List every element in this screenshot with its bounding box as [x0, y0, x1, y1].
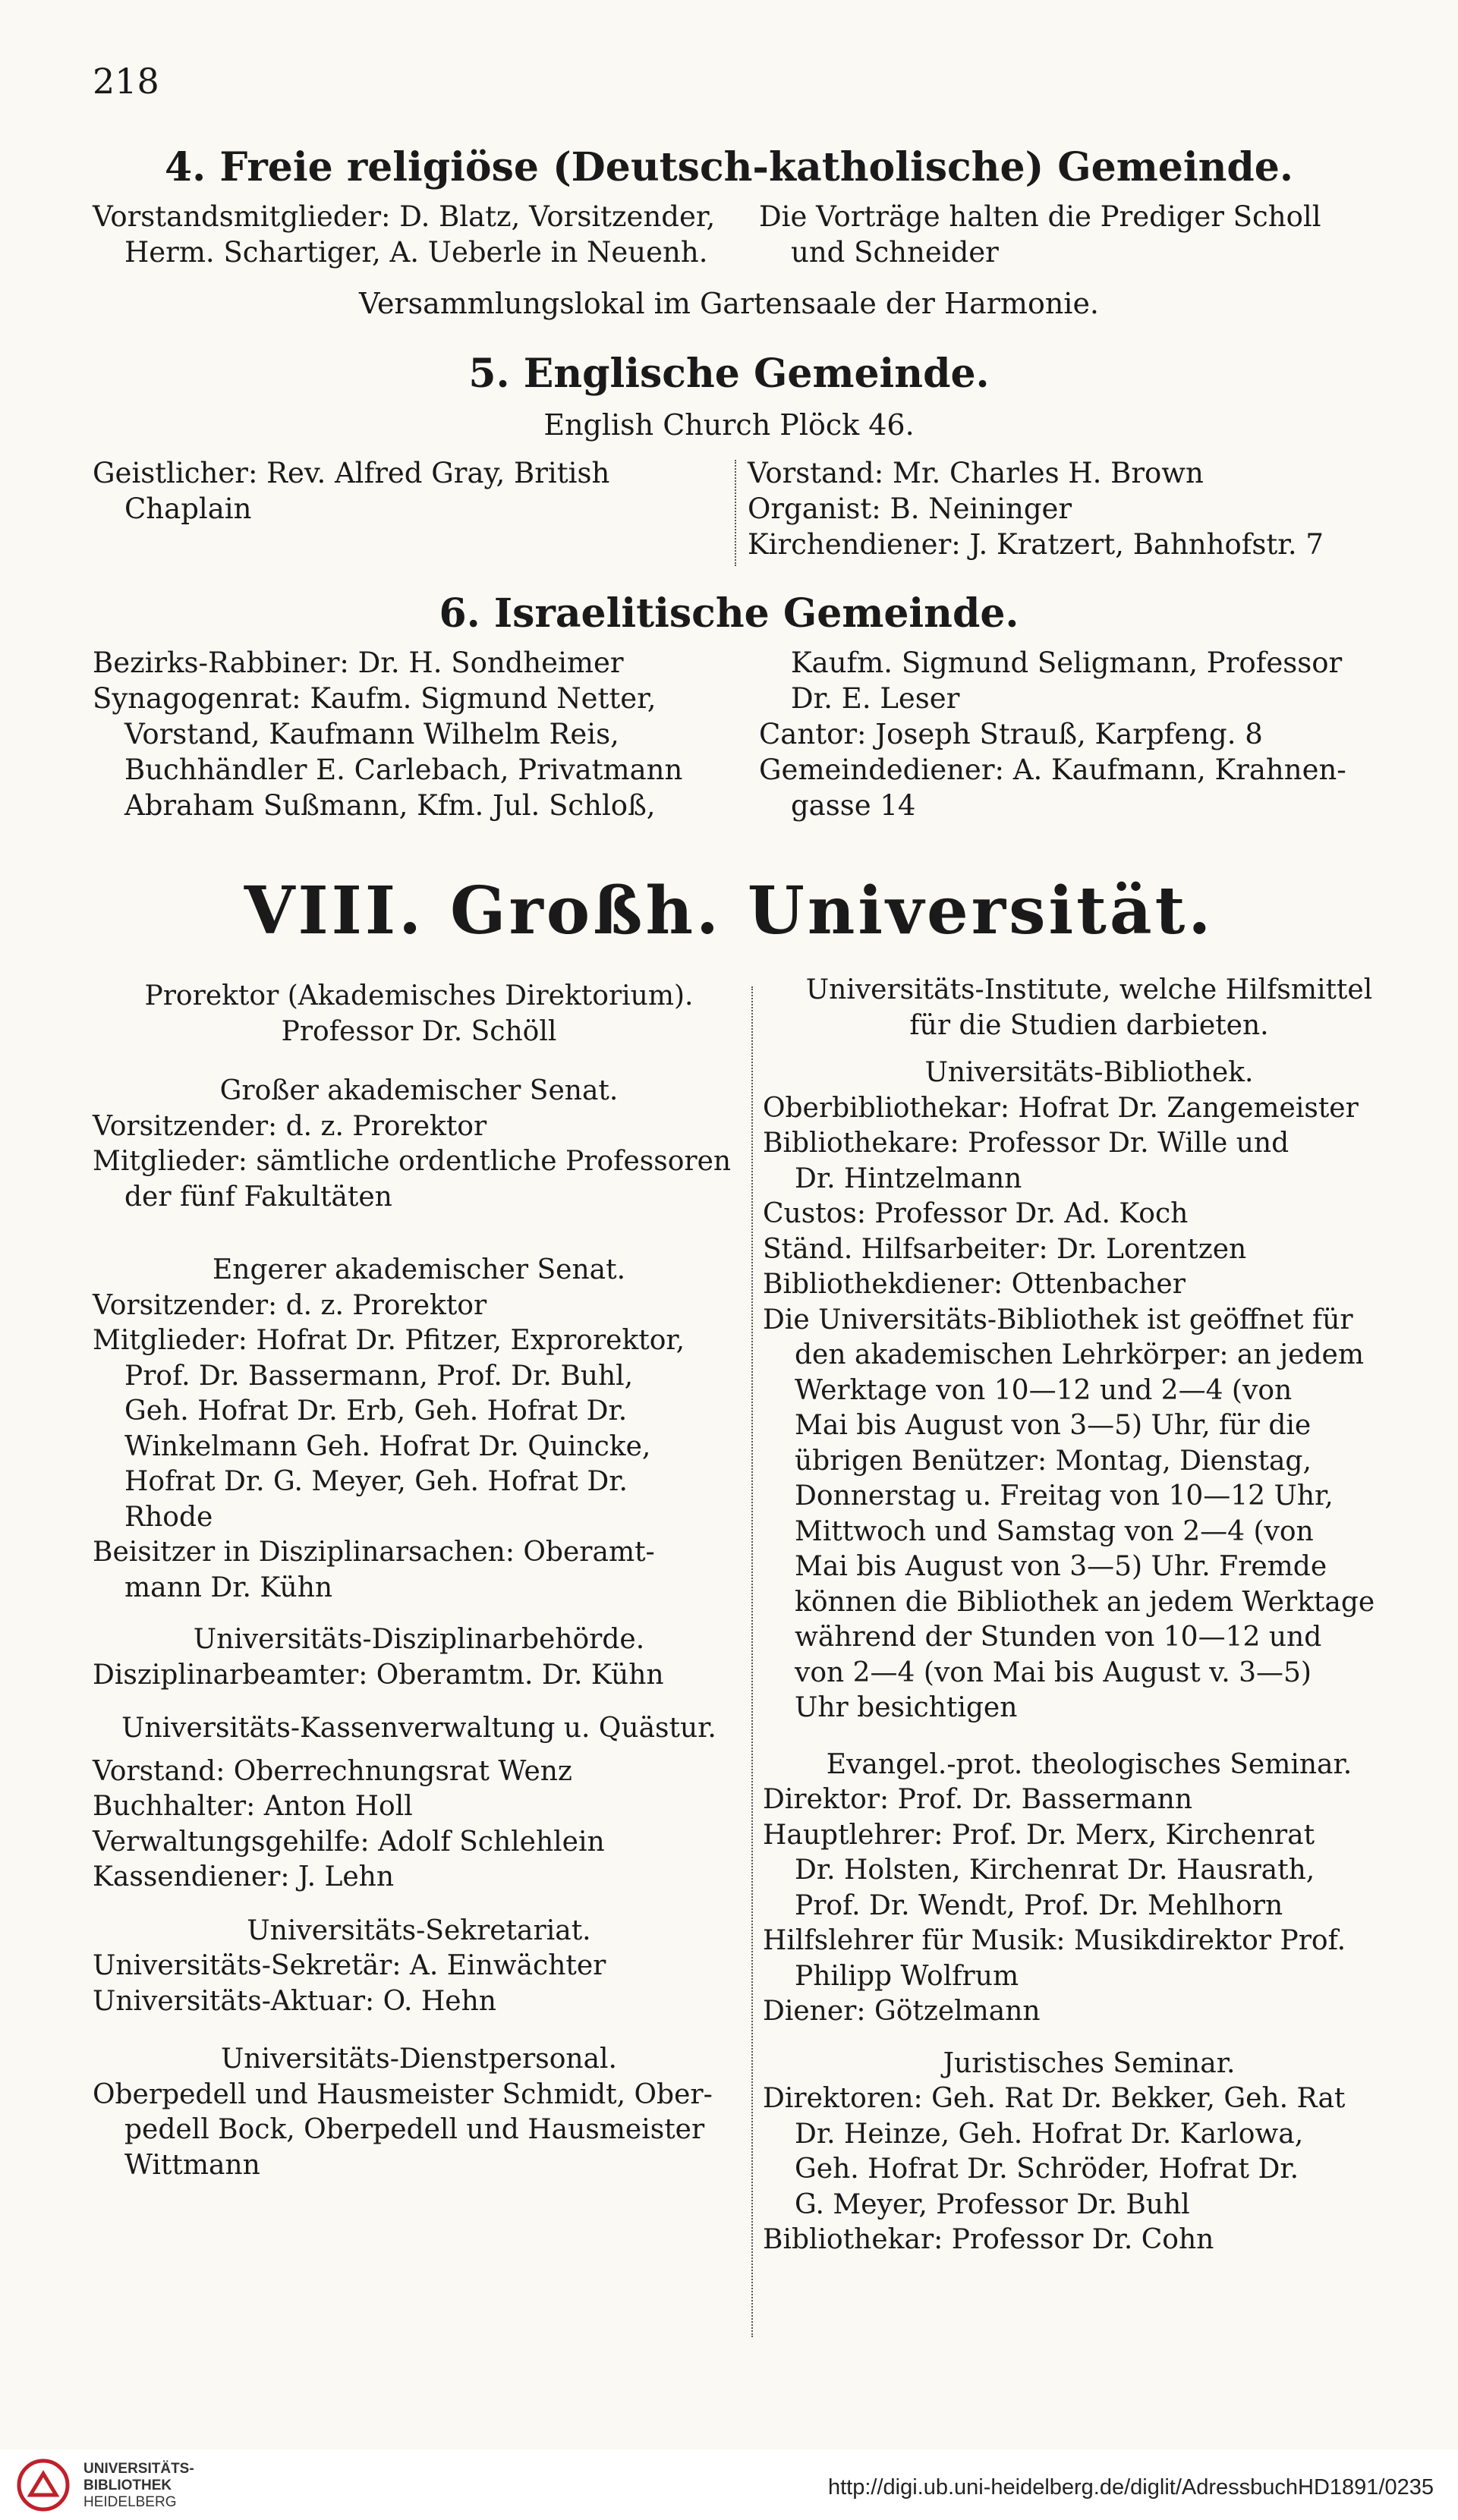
dienstpersonal-line: Oberpedell und Hausmeister Schmidt, Ober- — [93, 2078, 713, 2110]
s4-right-line: Die Vorträge halten die Prediger Scholl — [759, 200, 1321, 233]
s5-left-line: Chaplain — [124, 492, 252, 525]
theologisches-seminar-line: Direktor: Prof. Dr. Bassermann — [763, 1784, 1193, 1815]
juristisches-seminar-line: G. Meyer, Professor Dr. Buhl — [795, 2188, 1190, 2220]
s6-left-line: Buchhändler E. Carlebach, Privatmann — [124, 753, 683, 786]
engerer-senat-line: Rhode — [124, 1501, 213, 1533]
bibliothek-line: Mai bis August von 3—5) Uhr, für die — [795, 1410, 1312, 1441]
institute-heading: Universitäts-Institute, welche Hilfsmittel — [805, 974, 1373, 1005]
kasse-line: Verwaltungsgehilfe: Adolf Schlehlein — [93, 1826, 605, 1858]
bibliothek-line: Oberbibliothekar: Hofrat Dr. Zangemeister — [763, 1092, 1359, 1124]
theologisches-seminar-line: Philipp Wolfrum — [795, 1960, 1019, 1992]
s4-venue: Versammlungslokal im Gartensaale der Harmonie. — [358, 287, 1100, 320]
s6-right-line: gasse 14 — [791, 789, 916, 822]
bibliothek-line: Custos: Professor Dr. Ad. Koch — [763, 1198, 1189, 1229]
engerer-senat-line: Geh. Hofrat Dr. Erb, Geh. Hofrat Dr. — [124, 1395, 628, 1427]
kasse-line: Kassendiener: J. Lehn — [93, 1861, 395, 1892]
s5-church: English Church Plöck 46. — [543, 408, 915, 442]
theologisches-seminar-line: Hauptlehrer: Prof. Dr. Merx, Kirchenrat — [763, 1819, 1315, 1851]
chapter-viii-title: VIII. Großh. Universität. — [244, 873, 1214, 949]
column-divider — [735, 460, 736, 566]
library-logo-text — [83, 2461, 194, 2511]
section-4-title: 4. Freie religiöse (Deutsch-katholische) Gemeinde. — [165, 144, 1293, 190]
prorektor-heading: Prorektor (Akademisches Direktorium). — [144, 980, 694, 1011]
engerer-senat-line: Winkelmann Geh. Hofrat Dr. Quincke, — [124, 1430, 651, 1462]
s5-right-line: Organist: B. Neininger — [748, 492, 1072, 525]
s6-left-line: Bezirks-Rabbiner: Dr. H. Sondheimer — [93, 647, 624, 679]
bibliothek-line: Mittwoch und Samstag von 2—4 (von — [795, 1515, 1314, 1547]
disziplinar-line: Disziplinarbeamter: Oberamtm. Dr. Kühn — [93, 1659, 664, 1691]
engerer-senat-line: mann Dr. Kühn — [124, 1571, 333, 1603]
theologisches-seminar-line: Dr. Holsten, Kirchenrat Dr. Hausrath, — [795, 1855, 1315, 1886]
bibliothek-line: Bibliothekare: Professor Dr. Wille und — [763, 1128, 1290, 1159]
section-5-title: 5. Englische Gemeinde. — [468, 351, 990, 397]
s6-right-line: Kaufm. Sigmund Seligmann, Professor — [791, 647, 1343, 679]
bibliothek-line: Dr. Hintzelmann — [795, 1162, 1022, 1194]
engerer-senat-line: Hofrat Dr. G. Meyer, Geh. Hofrat Dr. — [124, 1466, 628, 1497]
theologisches-seminar-line: Hilfslehrer für Musik: Musikdirektor Prof. — [763, 1925, 1346, 1956]
bibliothek-line: Die Universitäts-Bibliothek ist geöffnet für — [763, 1304, 1353, 1336]
bibliothek-line: können die Bibliothek an jedem Werktage — [795, 1586, 1375, 1618]
s4-left-line: Vorstandsmitglieder: D. Blatz, Vorsitzender, — [93, 200, 716, 233]
juristisches-seminar-line: Dr. Heinze, Geh. Hofrat Dr. Karlowa, — [795, 2118, 1304, 2150]
theologisches-seminar-line: Diener: Götzelmann — [763, 1996, 1041, 2027]
kasse-heading: Universitäts-Kassenverwaltung u. Quästur. — [121, 1713, 716, 1744]
column-divider — [751, 986, 753, 2337]
institute-heading: für die Studien darbieten. — [909, 1009, 1269, 1041]
library-logo-icon — [17, 2459, 70, 2512]
disziplinar-heading: Universitäts-Disziplinarbehörde. — [193, 1624, 645, 1655]
bibliothek-line: Uhr besichtigen — [795, 1692, 1018, 1723]
s4-right-line: und Schneider — [791, 236, 999, 269]
theologisches-seminar-heading: Evangel.-prot. theologisches Seminar. — [826, 1748, 1353, 1780]
s6-left-line: Abraham Sußmann, Kfm. Jul. Schloß, — [124, 789, 656, 822]
s6-right-line: Cantor: Joseph Strauß, Karpfeng. 8 — [759, 718, 1263, 750]
section-6-title: 6. Israelitische Gemeinde. — [439, 590, 1019, 637]
university-right-column — [763, 973, 1415, 2258]
bibliothek-line: Bibliothekdiener: Ottenbacher — [763, 1269, 1186, 1300]
juristisches-seminar-line: Geh. Hofrat Dr. Schröder, Hofrat Dr. — [795, 2153, 1299, 2185]
grosser-senat-heading: Großer akademischer Senat. — [219, 1075, 619, 1106]
sekretariat-line: Universitäts-Sekretär: A. Einwächter — [93, 1950, 606, 1981]
engerer-senat-line: Vorsitzender: d. z. Prorektor — [93, 1289, 487, 1321]
dienstpersonal-line: Wittmann — [124, 2149, 260, 2181]
juristisches-seminar-heading: Juristisches Seminar. — [943, 2047, 1236, 2079]
kasse-line: Buchhalter: Anton Holl — [93, 1791, 413, 1822]
s4-left-line: Herm. Schartiger, A. Ueberle in Neuenh. — [124, 236, 708, 269]
bibliothek-line: übrigen Benützer: Montag, Dienstag, — [795, 1445, 1312, 1477]
sekretariat-line: Universitäts-Aktuar: O. Hehn — [93, 1985, 496, 2017]
kasse-line: Vorstand: Oberrechnungsrat Wenz — [93, 1755, 572, 1787]
university-left-column — [93, 979, 745, 2183]
grosser-senat-line: der fünf Fakultäten — [124, 1181, 392, 1213]
engerer-senat-line: Beisitzer in Disziplinarsachen: Oberamt- — [93, 1537, 655, 1568]
s4-left — [93, 199, 745, 270]
bibliothek-line: Werktage von 10—12 und 2—4 (von — [795, 1374, 1293, 1406]
s6-left — [93, 645, 745, 823]
bibliothek-line: von 2—4 (von Mai bis August v. 3—5) — [795, 1656, 1312, 1688]
s6-left-line: Synagogenrat: Kaufm. Sigmund Netter, — [93, 682, 657, 715]
s5-right — [748, 455, 1400, 562]
bibliothek-line: Mai bis August von 3—5) Uhr. Fremde — [795, 1551, 1327, 1582]
engerer-senat-heading: Engerer akademischer Senat. — [212, 1254, 626, 1285]
logo-line: UNIVERSITÄTS- — [83, 2461, 194, 2477]
s6-right-line: Gemeindediener: A. Kaufmann, Krahnen- — [759, 753, 1346, 786]
bibliothek-line: Donnerstag u. Freitag von 10—12 Uhr, — [795, 1480, 1334, 1512]
source-url-link[interactable]: http://digi.ub.uni-heidelberg.de/diglit/AdressbuchHD1891/0235 — [827, 2475, 1434, 2500]
theologisches-seminar-line: Prof. Dr. Wendt, Prof. Dr. Mehlhorn — [795, 1889, 1283, 1921]
page-number: 218 — [93, 61, 159, 102]
s6-right — [759, 645, 1412, 823]
engerer-senat-line: Mitglieder: Hofrat Dr. Pfitzer, Exprorektor, — [93, 1325, 685, 1356]
logo-line: BIBLIOTHEK — [83, 2478, 172, 2493]
bibliothek-heading: Universitäts-Bibliothek. — [924, 1057, 1254, 1088]
engerer-senat-line: Prof. Dr. Bassermann, Prof. Dr. Buhl, — [124, 1360, 634, 1392]
s5-right-line: Kirchendiener: J. Kratzert, Bahnhofstr. 7 — [748, 528, 1324, 561]
grosser-senat-line: Mitglieder: sämtliche ordentliche Professoren — [93, 1146, 732, 1177]
sekretariat-heading: Universitäts-Sekretariat. — [247, 1914, 591, 1946]
grosser-senat-line: Vorsitzender: d. z. Prorektor — [93, 1110, 487, 1142]
bibliothek-line: Ständ. Hilfsarbeiter: Dr. Lorentzen — [763, 1233, 1247, 1265]
s5-left — [93, 455, 723, 527]
bibliothek-line: den akademischen Lehrkörper: an jedem — [795, 1339, 1364, 1370]
juristisches-seminar-line: Direktoren: Geh. Rat Dr. Bekker, Geh. Rat — [763, 2083, 1346, 2114]
logo-line: HEIDELBERG — [83, 2494, 177, 2510]
prorektor-name: Professor Dr. Schöll — [281, 1015, 557, 1047]
s4-right — [759, 199, 1381, 270]
s5-right-line: Vorstand: Mr. Charles H. Brown — [748, 457, 1204, 489]
s5-left-line: Geistlicher: Rev. Alfred Gray, British — [93, 457, 610, 489]
s6-left-line: Vorstand, Kaufmann Wilhelm Reis, — [124, 718, 619, 750]
dienstpersonal-line: pedell Bock, Oberpedell und Hausmeister — [124, 2114, 705, 2145]
s6-right-line: Dr. E. Leser — [791, 682, 960, 715]
dienstpersonal-heading: Universitäts-Dienstpersonal. — [220, 2043, 618, 2075]
bibliothek-line: während der Stunden von 10—12 und — [795, 1622, 1322, 1653]
juristisches-seminar-line: Bibliothekar: Professor Dr. Cohn — [763, 2224, 1214, 2255]
